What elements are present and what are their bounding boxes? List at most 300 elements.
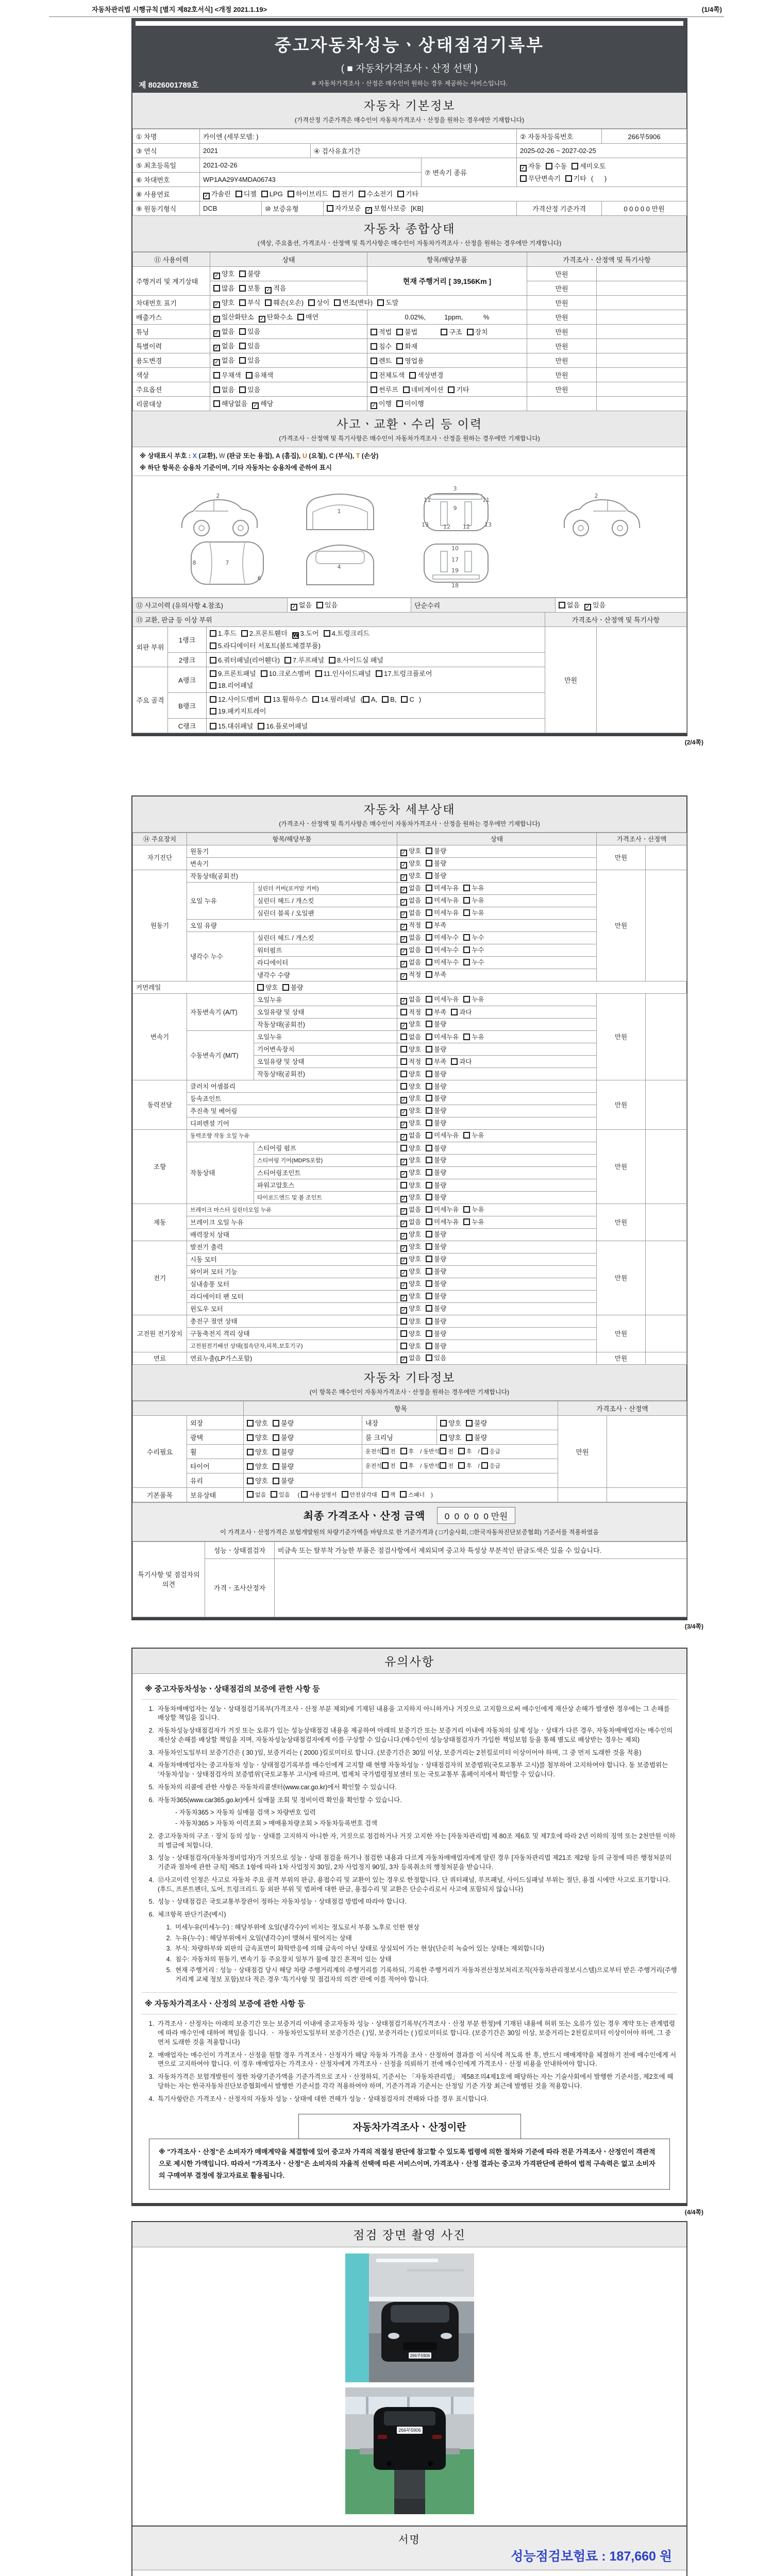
checkbox-option: [426, 1106, 446, 1115]
row-label: 주요옵션: [133, 382, 210, 397]
cell: [397, 1179, 597, 1191]
checkbox-label: 없음: [409, 909, 422, 917]
checkbox-label: 없음: [409, 1033, 422, 1041]
checkbox-label: 양호: [255, 1433, 268, 1442]
photo-area: [132, 2247, 686, 2526]
checkbox-label: 응급: [489, 1463, 500, 1470]
checkbox-label: 적음: [273, 284, 287, 292]
checkbox-icon: [333, 191, 340, 197]
checkbox-icon: [396, 358, 403, 364]
notice-item: 3. 성능ㆍ상태점검자(자동차정비업자)가 거짓으로 성능ㆍ상태 점검을 하거나 점검한 내용과 다르게 자동차매매업자에게 알린 경우 [자동차관리법 제21조 제2항 등의 규정에 따른 행정처분의 기준과 절차에 관한 규칙] 제5조 1항에 따라 1차 사업정지 30일, 2차 사업정지 90일, 3차 등록취소의 행정처분을 받습니다.: [148, 1854, 672, 1871]
cell: [397, 1117, 597, 1129]
cell: [597, 325, 687, 339]
notice-item: 5. 성능ㆍ상태점검은 국토교통부장관이 정하는 자동차성능ㆍ상태점검 방법에 따라야 합니다.: [148, 1898, 407, 1906]
field-value: [200, 187, 687, 201]
checkbox-label: 양호: [409, 1182, 422, 1190]
checkbox-label: 불량: [434, 1243, 447, 1251]
checkbox-icon: ✓: [400, 862, 407, 869]
checkbox-label: 3.도어: [300, 630, 319, 638]
checkbox-option: [426, 1130, 459, 1140]
section-title: 점검 장면 촬영 사진: [353, 2228, 466, 2242]
cell: 작동상태(공회전): [187, 870, 397, 882]
checkbox-label: 11.인사이드패널: [323, 670, 371, 678]
checkbox-icon: [400, 1071, 407, 1077]
checkbox-option: [261, 190, 283, 198]
field-value: 2025-02-26 ~ 2027-02-25: [517, 144, 687, 158]
checkbox-label: 있음: [325, 601, 338, 609]
cell: 고전원전기배선 상태(접속단자,피복,보호기구): [187, 1340, 397, 1352]
text: /: [476, 1463, 481, 1470]
overall-state-table: [132, 252, 686, 411]
section-note: (가격조사ㆍ산정액 및 특기사항은 매수인이 자동차가격조사ㆍ산정을 원하는 경우에만 기재합니다): [279, 435, 540, 442]
checkbox-label: 불량: [281, 1477, 294, 1485]
svg-text:1: 1: [337, 508, 341, 515]
cell: 등속죠인트: [187, 1092, 397, 1105]
cell: 실내송풍 모터: [187, 1278, 397, 1290]
rank-label: A랭크: [168, 667, 207, 693]
svg-text:4: 4: [337, 564, 341, 571]
checkbox-icon: [271, 1491, 277, 1498]
checkbox-label: 적정: [409, 1009, 422, 1016]
cell: 변속기: [187, 857, 397, 870]
notice-item: 2. 중고자동차의 구조ㆍ장치 등의 성능ㆍ상태를 고지하지 아니한 자, 거짓으로 점검하거나 거짓 고지한 자는 [자동차관리법] 제 80조 제6호 및 제7호에 따라 2년 이하의 징역 또는 2천만원 이하의 벌금에 처합니다.: [148, 1832, 676, 1849]
checkbox-icon: [426, 1280, 432, 1287]
checkbox-option: [210, 668, 256, 680]
checkbox-icon: [426, 860, 432, 867]
cell: [210, 267, 367, 281]
cell: [597, 353, 687, 368]
checkbox-icon: [426, 1120, 432, 1126]
cell: 만원: [597, 1129, 646, 1204]
checkbox-icon: ✓: [400, 1221, 407, 1227]
checkbox-label: 19.패키지트레이: [218, 707, 266, 716]
checkbox-option: [400, 1032, 421, 1041]
cell: [597, 382, 687, 397]
checkbox-option: [400, 1057, 421, 1066]
checkbox-option: [400, 1303, 421, 1314]
column-header: 가격조사ㆍ산정액: [597, 833, 687, 845]
checkbox-icon: [376, 670, 382, 677]
checkbox-option: [239, 384, 260, 394]
checkbox-label: 후: [466, 1463, 472, 1470]
notice-subitem: 4. 침수: 자동차의 원동기, 변속기 등 주요장치 일부가 물에 잠긴 흔적이 있는 상태: [166, 1956, 392, 1963]
checkbox-label: 불량: [434, 1256, 447, 1263]
group-label: 주요 골격: [133, 667, 168, 733]
cell: 만원: [597, 1352, 646, 1364]
checkbox-option: [382, 1462, 396, 1470]
checkbox-icon: [426, 909, 432, 916]
checkbox-option: [236, 189, 257, 198]
checkbox-option: [400, 1007, 421, 1016]
checkbox-option: [400, 1180, 421, 1190]
checkbox-icon: ✓: [400, 1122, 407, 1128]
checkbox-label: 적정: [409, 1058, 422, 1066]
checkbox-option: [458, 1462, 472, 1470]
cell: [244, 1444, 362, 1459]
checkbox-icon: [426, 1058, 432, 1065]
checkbox-icon: [466, 1434, 473, 1441]
checkbox-icon: [426, 1330, 432, 1337]
checkbox-label: 양호: [409, 860, 422, 868]
checkbox-label: 누유: [472, 996, 484, 1004]
checkbox-icon: ✓: [213, 330, 220, 337]
cell: [597, 339, 687, 353]
checkbox-option: [520, 173, 561, 184]
checkbox-label: 양호: [409, 1330, 422, 1338]
checkbox-option: [273, 1447, 294, 1456]
svg-text:6: 6: [257, 575, 261, 582]
checkbox-icon: [213, 285, 220, 292]
checkbox-label: 미세누유: [434, 1033, 459, 1041]
checkbox-option: [426, 1007, 446, 1016]
checkbox-label: 없음: [222, 328, 235, 335]
cell: 기어변속장치: [254, 1043, 397, 1055]
section-detail-state: [132, 796, 686, 833]
checkbox-option: [396, 355, 424, 365]
checkbox-icon: [401, 696, 408, 703]
cell: 만원: [597, 845, 646, 870]
checkbox-label: 일산화탄소: [222, 313, 254, 321]
cell: 만원: [527, 353, 597, 368]
cell: 라디에이터: [254, 956, 397, 969]
checkbox-icon: [400, 1462, 407, 1469]
checkbox-label: 영업용: [405, 357, 424, 365]
checkbox-option: [426, 871, 446, 880]
checkbox-icon: [400, 1343, 407, 1349]
notice-item: 5. 자동차의 리콜에 관한 사항은 자동차리콜센터(www.car.go.kr)에서 확인할 수 있습니다.: [148, 1783, 397, 1791]
cell: [397, 969, 597, 981]
cell: 만원: [527, 310, 597, 325]
checkbox-option: [252, 398, 273, 409]
cell: 배력장치 상태: [187, 1228, 397, 1241]
text: [KB]: [411, 205, 424, 212]
checkbox-icon: ✓: [584, 604, 591, 611]
group-label: 고전원 전기장치: [133, 1315, 187, 1352]
checkbox-option: [400, 1130, 421, 1141]
text: (: [360, 695, 363, 703]
cell: 오일 누유: [187, 882, 254, 919]
checkbox-icon: [458, 1448, 465, 1454]
checkbox-option: [440, 1447, 453, 1455]
checkbox-option: [400, 1279, 421, 1289]
field-value: 2021-02-26: [200, 158, 422, 173]
checkbox-label: 양호: [409, 1120, 422, 1127]
checkbox-option: [426, 970, 446, 979]
price-survey-select: ( ■ 자동차가격조사ㆍ산정 선택 ): [341, 63, 478, 74]
checkbox-option: [403, 384, 444, 394]
record-form-page1: [131, 18, 687, 736]
cell: [210, 339, 367, 353]
checkbox-icon: [463, 1206, 470, 1213]
license-plate-text: 266부5906: [398, 2427, 421, 2433]
checkbox-option: [247, 1461, 268, 1471]
checkbox-icon: [426, 1021, 432, 1027]
checkbox-label: 있음: [279, 1492, 290, 1499]
checkbox-icon: [451, 1058, 458, 1065]
svg-text:19: 19: [451, 567, 459, 574]
cell: 만원: [527, 368, 597, 382]
checkbox-label: 있음: [593, 601, 606, 609]
checkbox-label: 있음: [247, 357, 261, 364]
notice-subitem: - 자동차365 > 자동차 이력조회 > 매매용차량조회 > 자동차등록번호 검색: [175, 1820, 378, 1827]
cell: [397, 1315, 597, 1327]
checkbox-icon: [466, 1420, 473, 1427]
checkbox-label: 12.사이드멤버: [218, 695, 260, 703]
cell: [397, 1241, 597, 1253]
checkbox-option: [273, 1476, 294, 1485]
checkbox-label: 없음: [255, 1492, 266, 1499]
cell: [244, 1487, 558, 1502]
svg-text:12: 12: [443, 523, 450, 531]
checkbox-icon: [239, 328, 246, 335]
checkbox-icon: [282, 984, 289, 991]
checkbox-label: 8.사이드실 패널: [337, 656, 383, 665]
checkbox-label: 누수: [472, 959, 484, 967]
checkbox-icon: ✓: [365, 207, 372, 214]
checkbox-icon: ✓: [400, 973, 407, 980]
checkbox-label: 양호: [409, 1256, 422, 1263]
checkbox-icon: [426, 1169, 432, 1176]
checkbox-option: [315, 668, 371, 680]
checkbox-option: [210, 628, 237, 639]
field-label: ⑤ 최초등록일: [133, 158, 200, 173]
page-marker-1: (1/4쪽): [701, 6, 722, 13]
field-value: 266부5906: [602, 129, 687, 144]
cell: 윈도우 모터: [187, 1302, 397, 1315]
cell: 자동변속기 (A/T): [187, 993, 254, 1030]
checkbox-option: [316, 600, 338, 609]
checkbox-icon: ✓: [265, 287, 272, 294]
checkbox-label: 18.리어패널: [218, 682, 254, 690]
checkbox-icon: [426, 1071, 432, 1077]
checkbox-option: [213, 370, 241, 380]
svg-text:8: 8: [192, 560, 196, 567]
checkbox-label: 미이행: [405, 400, 424, 408]
checkbox-icon: [315, 670, 322, 677]
checkbox-option: [584, 600, 606, 611]
checkbox-icon: ✓: [213, 316, 220, 323]
notice-subitem: 1. 미세누유(미세누수) : 해당부위에 오일(냉각수)이 비치는 정도로서 부품 노후로 인한 현상: [166, 1923, 420, 1931]
page-marker-4: (4/4쪽): [684, 2208, 703, 2216]
checkbox-icon: [261, 191, 268, 197]
checkbox-option: [400, 1143, 421, 1153]
state-mark: A: [275, 452, 280, 460]
checkbox-option: [559, 600, 580, 609]
checkbox-icon: [440, 1434, 447, 1441]
checkbox-option: [371, 355, 392, 365]
checkbox-option: [382, 1490, 396, 1499]
checkbox-label: 훼손(오손): [273, 299, 304, 307]
cell: [397, 907, 597, 919]
checkbox-option: [466, 1432, 487, 1442]
checkbox-option: [400, 1316, 421, 1326]
checkbox-label: 5.라디에이터 서포트(볼트체결부품): [218, 641, 321, 650]
section-title: 자동차 세부상태: [363, 802, 456, 816]
checkbox-label: 이행: [379, 400, 392, 408]
checkbox-option: [258, 721, 308, 731]
checkbox-option: [288, 189, 328, 198]
field-label: ⑩ 보증유형: [262, 201, 324, 216]
checkbox-label: 유채색: [254, 371, 274, 379]
checkbox-icon: [400, 1009, 407, 1015]
checkbox-icon: [400, 1046, 407, 1053]
checkbox-label: 불법: [405, 328, 418, 336]
checkbox-icon: [400, 1058, 407, 1065]
checkbox-label: 1.후드: [218, 630, 237, 638]
rank-label: B랭크: [168, 692, 207, 718]
checkbox-icon: ✓: [213, 359, 220, 366]
cell: [397, 1290, 597, 1302]
accident-detail-table: [132, 598, 686, 733]
cell: 만원: [597, 1204, 646, 1241]
checkbox-icon: [426, 1132, 432, 1139]
checkbox-icon: [247, 1434, 254, 1441]
checkbox-label: 불량: [434, 1318, 447, 1326]
checkbox-icon: ✓: [259, 316, 265, 323]
checkbox-label: 양호: [409, 1280, 422, 1288]
cell: [210, 353, 367, 368]
row-label: 주행거리 및 계기상태: [133, 267, 210, 296]
checkbox-icon: [400, 1318, 407, 1325]
checkbox-icon: [258, 723, 264, 730]
checkbox-icon: [329, 657, 335, 664]
row-label: ⑫ 사고이력 (유의사항 4.참조): [133, 598, 288, 613]
checkbox-icon: ✓: [520, 165, 527, 172]
checkbox-option: [426, 994, 459, 1004]
checkbox-option: [400, 895, 421, 906]
checkbox-icon: ✓: [203, 193, 210, 199]
checkbox-label: 없음: [409, 959, 422, 967]
cell: [397, 919, 597, 931]
checkbox-label: 불량: [281, 1419, 294, 1427]
checkbox-option: [400, 1266, 421, 1277]
checkbox-icon: ✓: [400, 1307, 407, 1314]
checkbox-icon: [246, 372, 253, 379]
checkbox-label: 양호: [255, 1477, 268, 1485]
checkbox-option: [440, 1462, 453, 1470]
checkbox-icon: [382, 1448, 389, 1454]
checkbox-label: 썬루프: [379, 386, 398, 394]
cell: [210, 368, 367, 382]
checkbox-icon: ✓: [252, 402, 259, 409]
cell: 디퍼렌셜 기어: [187, 1117, 397, 1129]
checkbox-label: 10.크로스멤버: [268, 670, 311, 678]
checkbox-label: 과다: [459, 1009, 472, 1016]
cell: [597, 368, 687, 382]
checkbox-option: [400, 1242, 421, 1252]
checkbox-icon: [463, 909, 470, 916]
field-value: [517, 158, 687, 187]
checkbox-label: 불량: [434, 1280, 447, 1288]
checkbox-label: C: [409, 695, 414, 703]
checkbox-option: [400, 1167, 421, 1178]
checkbox-option: [426, 1155, 446, 1164]
checkbox-label: 없음: [409, 1354, 422, 1362]
text: 동반석: [423, 1463, 440, 1470]
checkbox-label: 후: [408, 1449, 414, 1455]
checkbox-option: [426, 1019, 446, 1028]
cell: 충전구 절연 상태: [187, 1315, 397, 1327]
checkbox-label: 없음: [409, 1132, 422, 1140]
checkbox-option: [400, 1093, 421, 1104]
checkbox-icon: [426, 1083, 432, 1090]
checkbox-icon: ✓: [400, 1171, 407, 1178]
row-label: 성능ㆍ상태점검자: [205, 1541, 275, 1558]
checkbox-icon: [382, 1462, 389, 1469]
text: ( ): [591, 174, 607, 182]
row-label: 색상: [133, 368, 210, 382]
checkbox-label: 불량: [281, 1462, 294, 1470]
checkbox-label: 네비게이션: [411, 386, 444, 394]
checkbox-option: [463, 945, 484, 954]
cell: [210, 382, 367, 397]
checkbox-label: 없음: [222, 342, 235, 350]
license-plate-text: 266부5906: [410, 2353, 430, 2358]
checkbox-option: [400, 1044, 421, 1054]
checkbox-icon: [426, 1182, 432, 1189]
checkbox-icon: [440, 1462, 446, 1469]
checkbox-label: B,: [390, 695, 397, 703]
checkbox-icon: [463, 1132, 470, 1139]
checkbox-label: 불량: [434, 1071, 447, 1078]
cell: [397, 1265, 597, 1278]
checkbox-icon: [481, 1448, 488, 1454]
checkbox-icon: ✓: [400, 924, 407, 930]
cell: 실린더 커버(로커암 커버): [254, 882, 397, 894]
notice-subitem: 5. 현재 주행거리 : 성능ㆍ상태점검 당시 해당 차량 주행거리계의 주행거리를 기록하되, 기록한 주행거리가 자동차전산정보처리조직(자동차관리정보시스템)으로부터 받은 주행거리(주행거리계 교체 정보 포함)보다 적은 경우 '특기사항 및 점검자의 의견' 란에 이를 적어야 합니다.: [166, 1966, 677, 1983]
row-label: 단순수리: [411, 598, 556, 613]
checkbox-option: [213, 398, 247, 408]
cell: [397, 993, 597, 1006]
notice-subitem: 2. 누유(누수) : 해당부위에서 오일(냉각수)이 맺혀서 떨어지는 상태: [166, 1934, 352, 1942]
cell: 냉각수 누수: [187, 931, 254, 981]
checkbox-label: 양호: [448, 1433, 462, 1442]
checkbox-icon: [546, 163, 552, 170]
column-header: 항목/해당부품: [367, 252, 527, 267]
cell: [397, 1092, 597, 1105]
notice-item: 6. 자동차365(www.car365.go.kr)에서 실매물 조회 및 정비이력 확인을 확인할 수 있습니다.: [148, 1796, 402, 1804]
text: (: [294, 1492, 301, 1499]
checkbox-option: [377, 297, 398, 307]
checkbox-icon: [426, 1107, 432, 1114]
section-note: (가격산정 기준가격은 매수인이 자동차가격조사ㆍ산정을 원하는 경우에만 기재합니다): [294, 116, 525, 124]
cell: [397, 1067, 597, 1080]
header-strip: [136, 21, 683, 26]
checkbox-option: [426, 895, 459, 905]
checkbox-icon: ✓: [400, 948, 407, 955]
cell: 스티어링조인트: [254, 1166, 397, 1179]
notices-body: [132, 1674, 686, 2203]
checkbox-option: [210, 640, 321, 652]
checkbox-label: 양호: [409, 848, 422, 855]
checkbox-label: 없음: [409, 946, 422, 954]
checkbox-label: 누유: [472, 897, 484, 905]
checkbox-icon: [264, 696, 271, 703]
checkbox-icon: [265, 299, 272, 306]
checkbox-option: [400, 1192, 421, 1202]
checkbox-option: [247, 1418, 268, 1428]
checkbox-icon: [426, 996, 432, 1003]
cell: [397, 1129, 597, 1142]
record-form-page2: [131, 795, 687, 1620]
checkbox-icon: [316, 602, 323, 608]
cell: [437, 1430, 558, 1444]
cell: [646, 1352, 687, 1364]
notice-subitem: 3. 부식: 차량하부와 외판의 금속표면이 화학반응에 의해 금속이 아닌 상태로 상실되어 가는 현상(단순히 녹슬어 있는 상태는 제외합니다): [166, 1945, 544, 1953]
checkbox-label: 잭: [390, 1492, 396, 1499]
checkbox-label: 양호: [409, 1046, 422, 1054]
checkbox-label: 미세누유: [434, 1132, 459, 1140]
